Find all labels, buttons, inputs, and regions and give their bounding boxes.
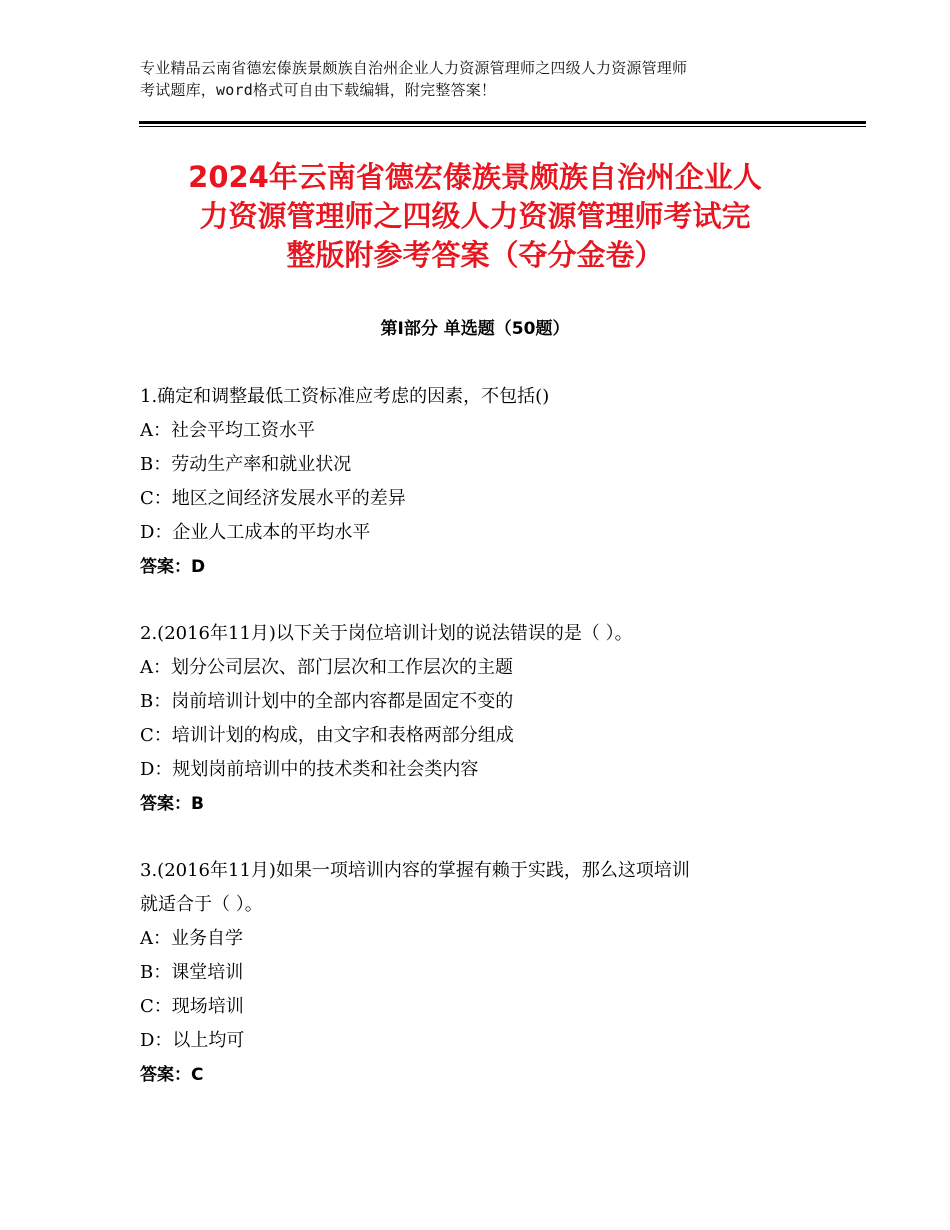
option-d: D：规划岗前培训中的技术类和社会类内容 <box>140 759 479 780</box>
header-divider-thick <box>139 121 866 124</box>
question-stem: 1.确定和调整最低工资标准应考虑的因素，不包括() <box>140 386 550 407</box>
question-stem: 3.(2016年11月)如果一项培训内容的掌握有赖于实践，那么这项培训 <box>140 860 690 881</box>
option-b: B：劳动生产率和就业状况 <box>140 454 352 475</box>
header-note-line-1: 专业精品云南省德宏傣族景颇族自治州企业人力资源管理师之四级人力资源管理师 <box>140 59 688 77</box>
option-a: A：业务自学 <box>140 928 243 949</box>
section-heading: 第Ⅰ部分 单选题（50题） <box>380 319 570 339</box>
header-divider-thin <box>139 126 866 127</box>
option-d: D：以上均可 <box>140 1030 245 1051</box>
question-2 <box>140 617 820 821</box>
option-c: C：培训计划的构成，由文字和表格两部分组成 <box>140 725 514 746</box>
option-b: B：岗前培训计划中的全部内容都是固定不变的 <box>140 691 514 712</box>
document-title <box>140 158 810 275</box>
document-title-line-2: 力资源管理师之四级人力资源管理师考试完 <box>199 199 751 233</box>
option-a: A：社会平均工资水平 <box>140 420 315 441</box>
option-c: C：现场培训 <box>140 996 244 1017</box>
option-d: D：企业人工成本的平均水平 <box>140 522 371 543</box>
question-list <box>140 380 820 1125</box>
header-note-line-2: 考试题库，word格式可自由下载编辑，附完整答案！ <box>140 81 497 99</box>
header-note <box>140 57 830 101</box>
question-stem: 2.(2016年11月)以下关于岗位培训计划的说法错误的是（ ）。 <box>140 623 633 644</box>
option-c: C：地区之间经济发展水平的差异 <box>140 488 406 509</box>
option-b: B：课堂培训 <box>140 962 244 983</box>
question-stem-continued: 就适合于（ ）。 <box>140 894 263 915</box>
document-title-line-3: 整版附参考答案（夺分金卷） <box>286 238 664 272</box>
answer-label: 答案：D <box>140 557 206 577</box>
option-a: A：划分公司层次、部门层次和工作层次的主题 <box>140 657 513 678</box>
answer-label: 答案：B <box>140 794 204 814</box>
document-title-line-1: 2024年云南省德宏傣族景颇族自治州企业人 <box>188 160 762 194</box>
answer-label: 答案：C <box>140 1065 204 1085</box>
question-1 <box>140 380 820 584</box>
question-3 <box>140 854 820 1092</box>
